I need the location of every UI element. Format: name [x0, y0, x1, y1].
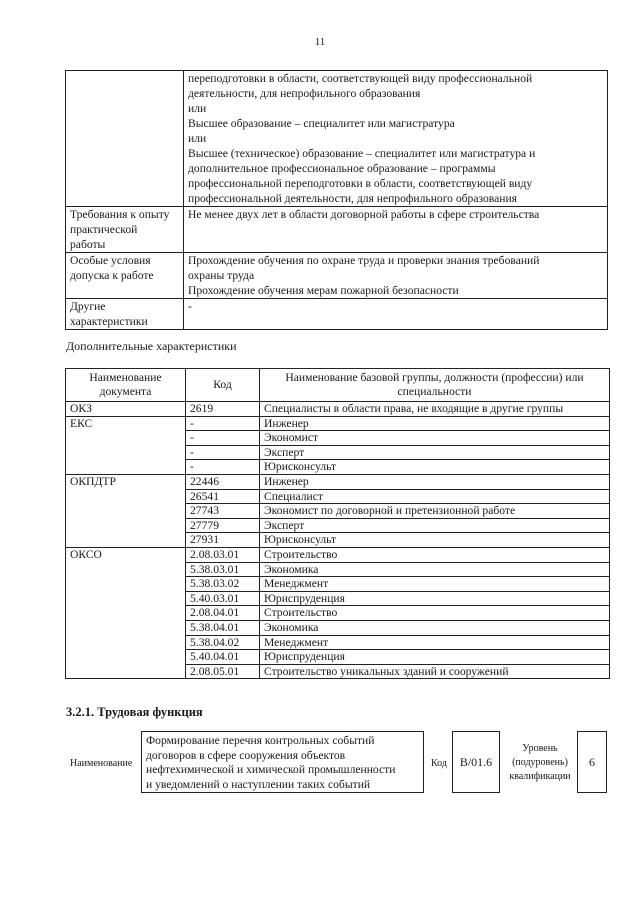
header-name: Наименование базовой группы, должности (профессии) или специальности [260, 369, 610, 402]
name-cell: Менеджмент [260, 577, 610, 592]
code-cell: - [186, 431, 260, 446]
name-cell: Специалист [260, 489, 610, 504]
requirement-value-line: профессиональной переподготовки в области, соответствующей виду [188, 177, 533, 190]
code-cell: 5.38.03.01 [186, 562, 260, 577]
code-cell: 5.40.04.01 [186, 650, 260, 665]
requirement-label [66, 253, 184, 299]
code-cell: - [186, 416, 260, 431]
name-cell: Юрисконсульт [260, 460, 610, 475]
requirement-value-line: переподготовки в области, соответствующей виду профессиональной [188, 72, 533, 85]
code-cell: 27931 [186, 533, 260, 548]
requirement-label-line: работы [70, 238, 106, 251]
requirement-row [66, 207, 608, 253]
code-label: Код [431, 758, 447, 769]
additional-characteristics-table [65, 368, 610, 679]
level-label-line: (подуровень) [512, 757, 568, 768]
additional-characteristics-caption: Дополнительные характеристики [66, 339, 237, 353]
requirement-value-line: - [188, 300, 192, 313]
requirement-row [66, 253, 608, 299]
requirement-value-line: Высшее (техническое) образование – специалитет или магистратура и [188, 147, 536, 160]
requirement-value-line: Не менее двух лет в области договорной работы в сфере строительства [188, 208, 540, 221]
table-row [66, 416, 610, 431]
requirement-label [66, 207, 184, 253]
level-label [505, 742, 575, 784]
name-line: договоров в сфере сооружения объектов [146, 748, 346, 762]
requirement-value-line: охраны труда [188, 269, 255, 282]
name-line: и уведомлений о наступлении таких событий [146, 777, 371, 791]
table-row [66, 474, 610, 489]
document-cell: ЕКС [66, 416, 186, 474]
name-cell: Менеджмент [260, 635, 610, 650]
requirement-value [184, 207, 608, 253]
requirement-value-line: или [188, 102, 207, 115]
name-cell: Эксперт [260, 445, 610, 460]
name-cell: Строительство [260, 547, 610, 562]
level-label-line: квалификации [509, 771, 571, 782]
requirement-value-line: или [188, 132, 207, 145]
requirement-label-line: практической [70, 223, 138, 236]
labor-function-name [141, 731, 424, 793]
requirement-label [66, 71, 184, 207]
name-line: нефтехимической и химической промышленности [146, 763, 396, 776]
document-cell: ОКЗ [66, 402, 186, 417]
table-row [66, 402, 610, 417]
level-label-line: Уровень [522, 743, 558, 754]
requirement-row [66, 71, 608, 207]
code-cell: 5.38.04.02 [186, 635, 260, 650]
name-cell: Инженер [260, 416, 610, 431]
code-cell: 5.38.04.01 [186, 620, 260, 635]
name-label: Наименование [70, 758, 133, 769]
name-cell: Специалисты в области права, не входящие в другие группы [260, 402, 610, 417]
requirement-value-line: профессиональной деятельности, для непрофильного образования [188, 192, 518, 205]
table-header-row [66, 369, 610, 402]
requirement-label-line: Другие [70, 300, 106, 313]
labor-function-code: B/01.6 [452, 731, 500, 793]
qualification-level: 6 [577, 731, 607, 793]
requirement-value-line: дополнительное профессиональное образование – программы [188, 162, 496, 175]
requirement-label-line: Требования к опыту [70, 208, 170, 221]
document-cell: ОКПДТР [66, 474, 186, 547]
table-row [66, 547, 610, 562]
name-cell: Экономика [260, 562, 610, 577]
name-cell: Юриспруденция [260, 650, 610, 665]
requirement-row [66, 299, 608, 330]
document-cell: ОКСО [66, 547, 186, 678]
code-cell: 2619 [186, 402, 260, 417]
name-cell: Строительство [260, 606, 610, 621]
name-line: Формирование перечня контрольных событий [146, 734, 375, 747]
page-number: 11 [314, 36, 326, 48]
name-cell: Экономист по договорной и претензионной работе [260, 504, 610, 519]
requirement-label-line: Особые условия [70, 254, 151, 267]
name-cell: Инженер [260, 474, 610, 489]
requirement-value [184, 71, 608, 207]
requirement-label-line: характеристики [70, 315, 148, 328]
code-cell: 22446 [186, 474, 260, 489]
requirement-value [184, 299, 608, 330]
requirement-value-line: деятельности, для непрофильного образования [188, 87, 421, 100]
code-cell: 2.08.03.01 [186, 547, 260, 562]
name-cell: Экономика [260, 620, 610, 635]
header-document: Наименование документа [66, 369, 186, 402]
name-cell: Юрисконсульт [260, 533, 610, 548]
code-cell: 2.08.04.01 [186, 606, 260, 621]
name-cell: Экономист [260, 431, 610, 446]
name-cell: Строительство уникальных зданий и сооружений [260, 664, 610, 679]
labor-function-heading: 3.2.1. Трудовая функция [66, 705, 203, 719]
name-cell: Эксперт [260, 518, 610, 533]
code-cell: - [186, 460, 260, 475]
code-cell: 27743 [186, 504, 260, 519]
requirement-value-line: Прохождение обучения по охране труда и проверки знания требований [188, 254, 540, 267]
code-cell: 5.38.03.02 [186, 577, 260, 592]
requirement-label [66, 299, 184, 330]
requirements-table [65, 70, 608, 330]
requirement-value-line: Прохождение обучения мерам пожарной безопасности [188, 284, 459, 297]
code-cell: 5.40.03.01 [186, 591, 260, 606]
code-cell: 26541 [186, 489, 260, 504]
code-cell: 27779 [186, 518, 260, 533]
requirement-value [184, 253, 608, 299]
name-cell: Юриспруденция [260, 591, 610, 606]
requirement-value-line: Высшее образование – специалитет или магистратура [188, 117, 455, 130]
code-cell: 2.08.05.01 [186, 664, 260, 679]
header-code: Код [186, 369, 260, 402]
requirement-label-line: допуска к работе [70, 269, 154, 282]
code-cell: - [186, 445, 260, 460]
